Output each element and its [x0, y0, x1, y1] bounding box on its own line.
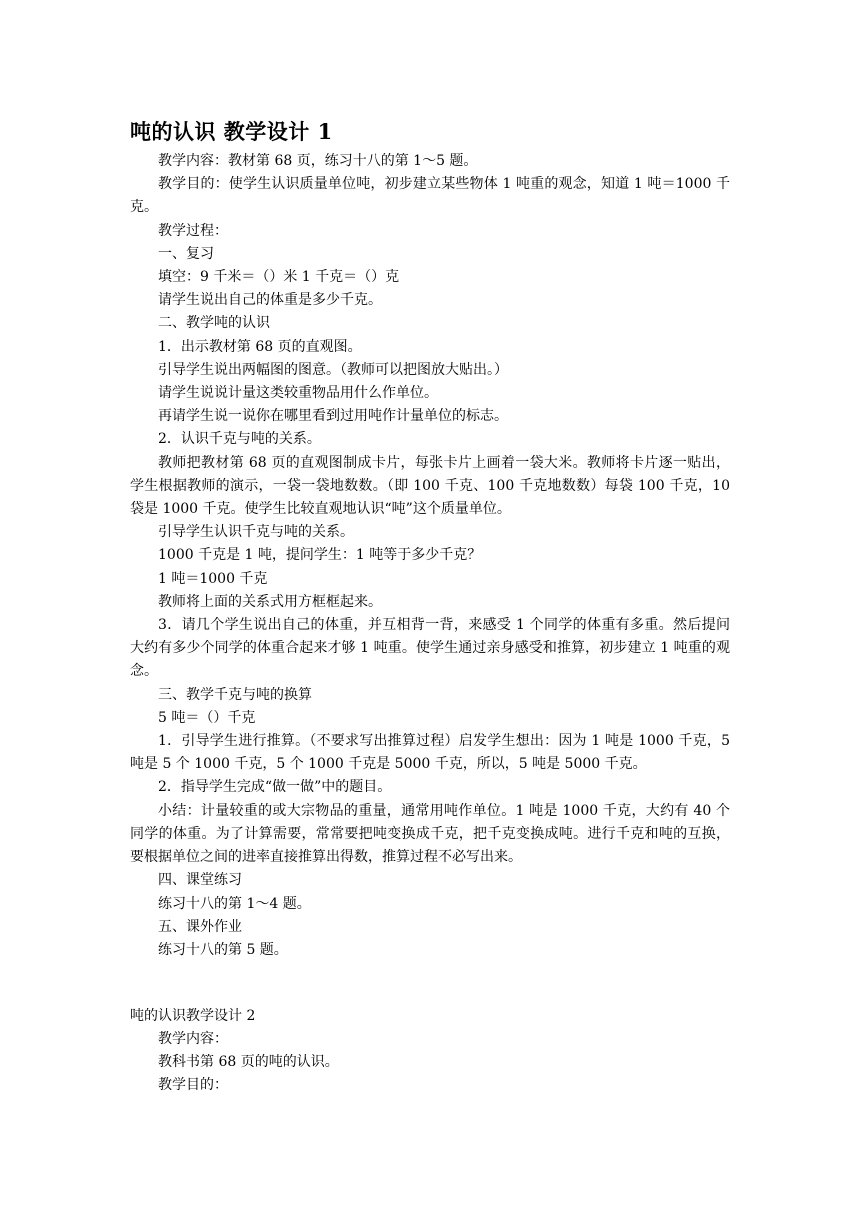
- document-title-2: 吨的认识教学设计 2: [130, 1008, 256, 1024]
- paragraph: 请学生说说计量这类较重物品用什么作单位。: [158, 385, 438, 402]
- paragraph: 引导学生说出两幅图的图意。（教师可以把图放大贴出。）: [158, 361, 508, 378]
- paragraph: 教学过程：: [158, 222, 228, 239]
- paragraph: 一、复习: [158, 245, 214, 262]
- paragraph: 填空：9 千米＝（）米 1 千克＝（）克: [158, 269, 400, 286]
- paragraph: 2．认识千克与吨的关系。: [158, 431, 321, 448]
- paragraph: 四、课堂练习: [158, 872, 242, 889]
- paragraph: 教学内容：: [158, 1031, 228, 1047]
- paragraph: 教学目的：: [158, 1077, 228, 1094]
- paragraph: 1 吨＝1000 千克: [158, 570, 268, 587]
- paragraph: 教师把教材第 68 页的直观图制成卡片，每张卡片上画着一袋大米。教师将卡片逐一贴出，学生根据教师的演示，一袋一袋地数数。（即 100 千克、100 千克地数数）每袋 100 千克，10 袋是 1000 千克。使学生比较直观地认识“吨”这个质量单位。: [130, 454, 730, 518]
- paragraph: 教师将上面的关系式用方框框起来。: [158, 593, 382, 610]
- document-title-1: 吨的认识 教学设计 1: [130, 119, 333, 144]
- paragraph: 练习十八的第 1～4 题。: [158, 895, 311, 912]
- paragraph: 三、教学千克与吨的换算: [158, 686, 312, 703]
- paragraph: 教科书第 68 页的吨的认识。: [158, 1054, 339, 1071]
- paragraph: 1．引导学生进行推算。（不要求写出推算过程）启发学生想出：因为 1 吨是 1000 千克，5 吨是 5 个 1000 千克，5 个 1000 千克是 5000 千克，所以，5 吨是 5000 千克。: [130, 733, 730, 773]
- paragraph: 1000 千克是 1 吨，提问学生：1 吨等于多少千克？: [158, 547, 482, 564]
- paragraph: 请学生说出自己的体重是多少千克。: [158, 292, 382, 309]
- paragraph: 二、教学吨的认识: [158, 315, 270, 332]
- paragraph: 教学内容：教材第 68 页，练习十八的第 1～5 题。: [158, 153, 478, 169]
- paragraph: 再请学生说一说你在哪里看到过用吨作计量单位的标志。: [158, 408, 508, 425]
- paragraph: 五、课外作业: [158, 918, 242, 935]
- paragraph: 5 吨＝（）千克: [158, 709, 256, 726]
- paragraph: 教学目的：使学生认识质量单位吨，初步建立某些物体 1 吨重的观念，知道 1 吨＝1000 千克。: [130, 176, 730, 216]
- paragraph: 1．出示教材第 68 页的直观图。: [158, 338, 362, 355]
- paragraph: 引导学生认识千克与吨的关系。: [158, 524, 354, 541]
- paragraph: 2．指导学生完成“做一做”中的题目。: [158, 779, 392, 796]
- document-body-1: [130, 150, 730, 962]
- document-body-2: [130, 1028, 730, 1098]
- paragraph: 3．请几个学生说出自己的体重，并互相背一背，来感受 1 个同学的体重有多重。然后提问大约有多少个同学的体重合起来才够 1 吨重。使学生通过亲身感受和推算，初步建立 1 吨重的观念。: [130, 617, 730, 680]
- paragraph: 小结：计量较重的或大宗物品的重量，通常用吨作单位。1 吨是 1000 千克，大约有 40 个同学的体重。为了计算需要，常常要把吨变换成千克，把千克变换成吨。进行千克和吨的互换，要根据单位之间的进率直接推算出得数，推算过程不必写出来。: [130, 802, 730, 866]
- paragraph: 练习十八的第 5 题。: [158, 941, 288, 958]
